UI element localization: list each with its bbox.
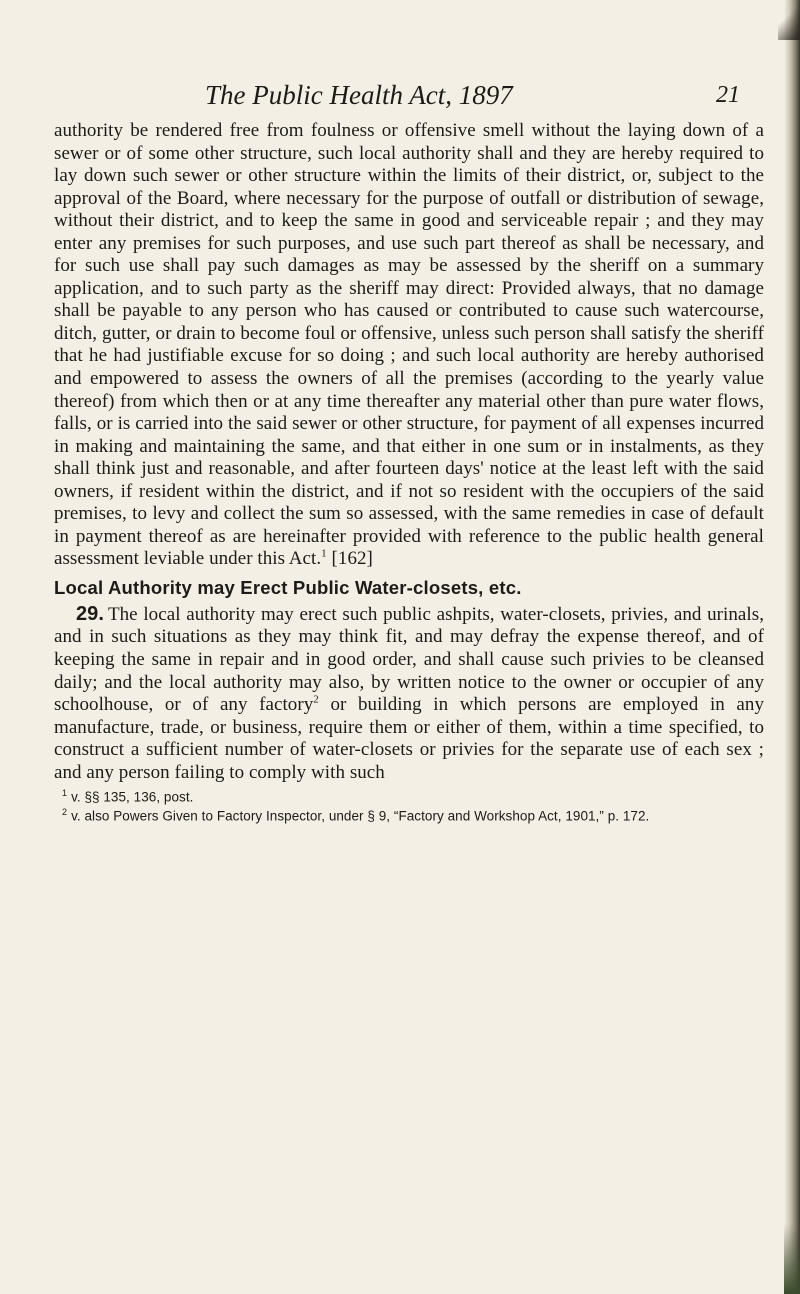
page-corner-shadow-top [778,0,800,40]
body-text [54,120,764,824]
page-edge-shadow [784,0,800,1294]
footnote-ref-2: 2 [313,693,319,706]
footnote-mark: 1 [62,788,68,799]
footnote-ref-1: 1 [321,548,327,561]
footnote [54,786,764,805]
section-heading: Local Authority may Erect Public Water-closets, etc. [54,576,522,598]
page-number: 21 [716,82,740,108]
paragraph-text: authority be rendered free from foulness or offensive smell without the laying down of a sewer or of some other structure, such local authority shall and they are hereby required to lay down such sewer or other structure within the limits of their district, or, subject to the approval of the Board, where necessary for the purpose of outfall or distribution of sewage, without their district, and to keep the same in good and serviceable repair ; and they may enter any premises for such purposes, and use such part thereof as shall be necessary, and for such use shall pay such damages as may be assessed by the sheriff on a summary application, and to such party as the sheriff may direct: Provided always, that no damage shall be payable to any person who has caused or contributed to cause such watercourse, ditch, gutter, or drain to become foul or offensive, unless such person shall satisfy the sheriff that he had justifiable excuse for so doing ; and such local authority are hereby authorised and empowered to assess the owners of all the premises (according to the yearly value thereof) from which then or at any time thereafter any material other than pure water flows, falls, or is carried into the said sewer or other structure, for payment of all expenses incurred in making and maintaining the same, and that either in one sum or in instalments, as they shall think just and reasonable, and after fourteen days' notice at the least left with the said owners, if resident within the district, and if not so resident with the occupiers of the said premises, to levy and collect the sum so assessed, with the same remedies in case of default in payment thereof as are hereinafter provided with reference to the public health general assessment leviable under this Act. [54,120,764,570]
page-header [205,78,740,112]
section-number: 29. [76,602,104,625]
section-text-part2: or building in which persons are employed in any manufacture, trade, or business, require them or either of them, within a time specified, to construct a sufficient number of water-closets or privies for the separate use of each sex ; and any person failing to comply with such [54,694,765,783]
section-paragraph [54,603,764,784]
paragraph-reference: [162] [326,548,373,570]
footnote-mark: 2 [62,807,68,818]
footnote-text: v. also Powers Given to Factory Inspector, under § 9, “Factory and Workshop Act, 1901,” p. 172. [71,808,650,824]
running-title: The Public Health Act, 1897 [205,80,513,110]
section-text-part1: The local authority may erect such public ashpits, water-closets, privies, and urinals, and in such situations as they may think fit, and may defray the expense thereof, and of keeping the same in repair and in good order, and shall cause such privies to be cleansed daily; and the local authority may also, by written notice to the owner or occupier of any schoolhouse, or of any factory [54,603,764,716]
footnotes [54,786,764,824]
footnote [54,805,764,824]
paragraph-continuation [54,120,764,571]
footnote-text: v. §§ 135, 136, post. [71,789,194,805]
page-corner-shadow-bottom [784,1224,800,1294]
